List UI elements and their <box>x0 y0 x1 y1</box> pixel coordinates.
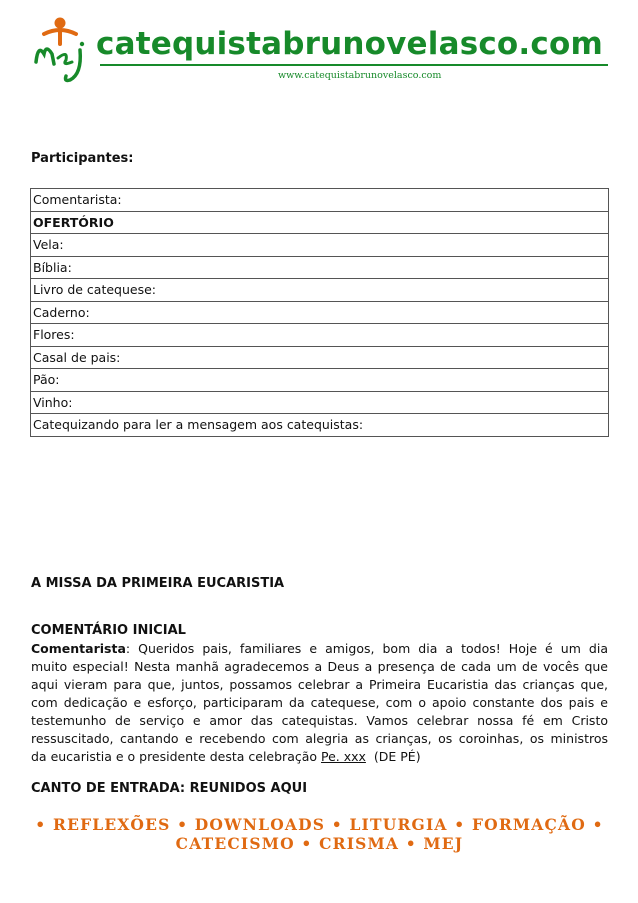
priest-name: Pe. xxx <box>321 749 366 764</box>
roles-row <box>31 301 609 324</box>
paragraph-line: muito especial! Nesta manhã agradecemos a Deus a presença de cada um de vocês que <box>31 659 608 674</box>
title-underline <box>100 64 608 66</box>
paragraph-line: aqui vieram para que, juntos, possamos celebrar a Primeira Eucaristia das crianças que, <box>31 677 608 692</box>
site-title: catequistabrunovelasco.com <box>96 26 603 62</box>
role-label: Vinho: <box>31 391 609 414</box>
roles-row <box>31 189 609 212</box>
paragraph-line: Comentarista: Queridos pais, familiares e amigos, bom dia a todos! Hoje é um dia <box>31 641 608 656</box>
site-url-link[interactable]: www.catequistabrunovelasco.com <box>278 70 442 81</box>
role-label: Pão: <box>31 369 609 392</box>
footer-navigation <box>30 815 609 853</box>
role-label: Casal de pais: <box>31 346 609 369</box>
role-label: Comentarista: <box>31 189 609 212</box>
footer-row[interactable]: CATECISMO • CRISMA • MEJ <box>175 834 464 853</box>
role-label: Bíblia: <box>31 256 609 279</box>
role-label: Vela: <box>31 234 609 257</box>
mass-title: A MISSA DA PRIMEIRA EUCARISTIA <box>31 576 285 591</box>
paragraph-line: ressuscitado, cantando e recebendo com alegria as crianças, os coroinhas, os ministros <box>31 731 608 746</box>
entrance-song-title: CANTO DE ENTRADA: REUNIDOS AQUI <box>31 781 308 796</box>
participants-label: Participantes: <box>31 151 134 166</box>
role-label: Catequizando para ler a mensagem aos catequistas: <box>31 414 609 437</box>
roles-row <box>31 414 609 437</box>
paragraph-line: com dedicação e esforço, participaram da catequese, com o apoio constante dos pais e <box>31 695 608 710</box>
paragraph-line: da eucaristia e o presidente desta celebração Pe. xxx (DE PÉ) <box>31 749 421 764</box>
mej-logo-icon <box>30 14 105 84</box>
roles-row <box>31 346 609 369</box>
initial-comment-paragraph <box>31 640 608 766</box>
comment-title: COMENTÁRIO INICIAL <box>31 623 186 638</box>
roles-row <box>31 211 609 234</box>
role-label: Livro de catequese: <box>31 279 609 302</box>
roles-row <box>31 234 609 257</box>
site-header <box>30 14 610 90</box>
roles-row <box>31 324 609 347</box>
roles-row <box>31 279 609 302</box>
roles-row <box>31 369 609 392</box>
roles-row <box>31 391 609 414</box>
role-label: Flores: <box>31 324 609 347</box>
role-label: OFERTÓRIO <box>31 211 609 234</box>
roles-table <box>30 188 609 437</box>
roles-row <box>31 256 609 279</box>
paragraph-line: testemunho de serviço e amor das catequistas. Vamos celebrar nossa fé em Cristo <box>31 713 608 728</box>
footer-row[interactable]: • REFLEXÕES • DOWNLOADS • LITURGIA • FORMAÇÃO • <box>35 815 604 834</box>
speaker-label: Comentarista <box>31 641 126 656</box>
role-label: Caderno: <box>31 301 609 324</box>
